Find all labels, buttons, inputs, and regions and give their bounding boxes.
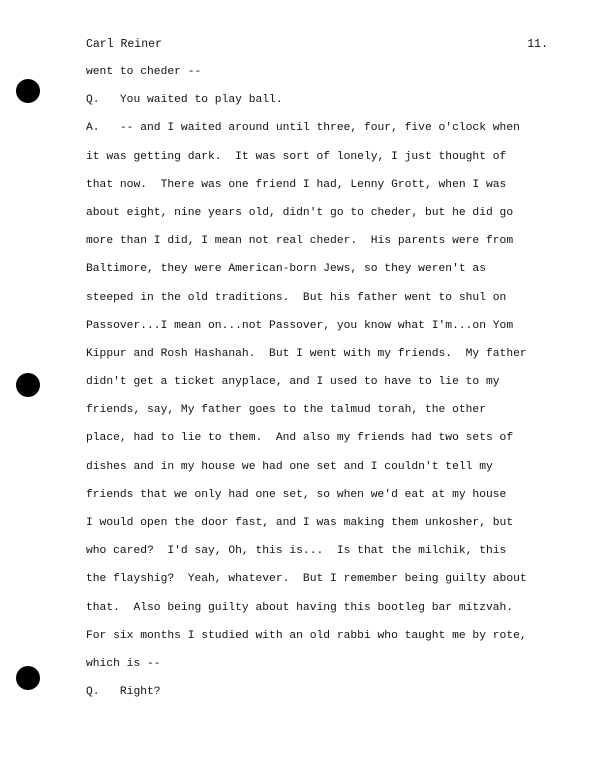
punch-hole (16, 666, 40, 690)
transcript-line: Q. Right? (86, 686, 161, 699)
transcript-line: steeped in the old traditions. But his father went to shul on (86, 291, 507, 304)
transcript-line: For six months I studied with an old rabbi who taught me by rote, (86, 629, 527, 642)
transcript-line: friends, say, My father goes to the talmud torah, the other (86, 404, 486, 417)
header-interviewee-name: Carl Reiner (86, 38, 162, 51)
transcript-line: didn't get a ticket anyplace, and I used to have to lie to my (86, 376, 500, 389)
transcript-line: Kippur and Rosh Hashanah. But I went with my friends. My father (86, 347, 527, 360)
transcript-line: who cared? I'd say, Oh, this is... Is that the milchik, this (86, 545, 507, 558)
transcript-line: it was getting dark. It was sort of lonely, I just thought of (86, 150, 507, 163)
punch-hole (16, 373, 40, 397)
transcript-line: more than I did, I mean not real cheder. His parents were from (86, 235, 514, 248)
transcript-line: Passover...I mean on...not Passover, you know what I'm...on Yom (86, 319, 514, 332)
transcript-line: place, had to lie to them. And also my friends had two sets of (86, 432, 514, 445)
punch-hole (16, 79, 40, 103)
transcript-line: A. -- and I waited around until three, four, five o'clock when (86, 122, 520, 135)
page-number: 11. (527, 38, 548, 51)
transcript-line: dishes and in my house we had one set and I couldn't tell my (86, 460, 493, 473)
transcript-line: friends that we only had one set, so when we'd eat at my house (86, 488, 507, 501)
transcript-line: the flayshig? Yeah, whatever. But I remember being guilty about (86, 573, 527, 586)
transcript-line: which is -- (86, 657, 161, 670)
transcript-line: went to cheder -- (86, 66, 202, 78)
transcript-line: about eight, nine years old, didn't go to cheder, but he did go (86, 206, 514, 219)
transcript-line: that. Also being guilty about having this bootleg bar mitzvah. (86, 601, 514, 614)
transcript-line: Q. You waited to play ball. (86, 94, 283, 107)
transcript-line: I would open the door fast, and I was making them unkosher, but (86, 517, 514, 529)
transcript-line: Baltimore, they were American-born Jews, so they weren't as (86, 263, 486, 276)
transcript-body (86, 58, 566, 706)
transcript-line: that now. There was one friend I had, Lenny Grott, when I was (86, 178, 507, 191)
